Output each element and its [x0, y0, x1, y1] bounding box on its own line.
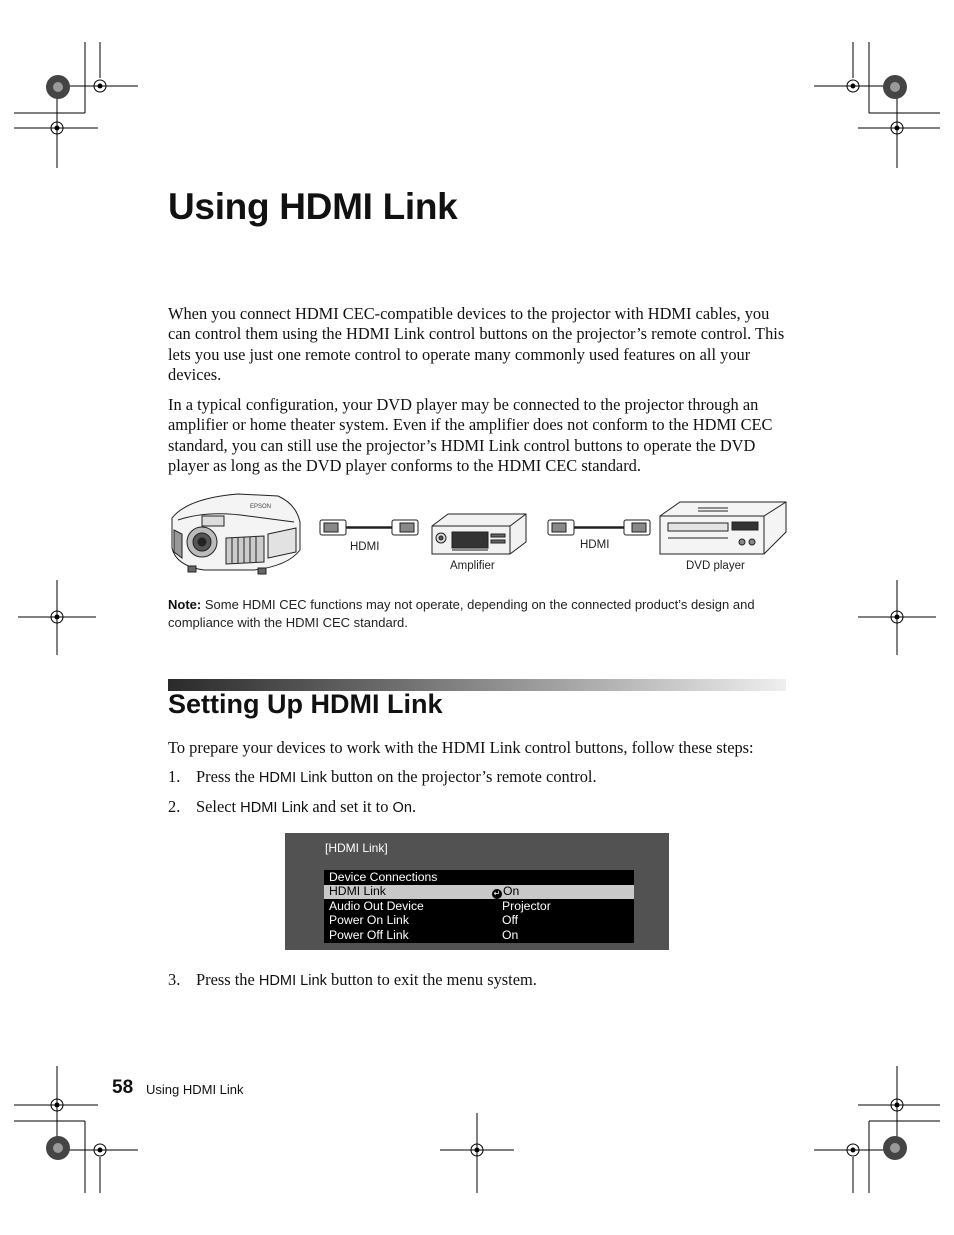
hdmi-cable-2-label: HDMI — [580, 539, 610, 551]
intro-paragraph-1: When you connect HDMI CEC-compatible devices to the projector with HDMI cables, you can control them using the HDMI Link control buttons on the projector’s remote control. This lets you use just one remote control to operate many commonly used features on all your devices. — [168, 304, 785, 384]
menu-row-value: ↵ On — [493, 884, 520, 899]
step-1-text-pre: Press the — [196, 767, 259, 786]
running-footer-title: Using HDMI Link — [146, 1082, 244, 1097]
step-2-key: HDMI Link — [240, 800, 309, 816]
hdmi-cable-2 — [548, 520, 650, 535]
step-2-text-mid: and set it to — [308, 797, 393, 816]
note-text: Some HDMI CEC functions may not operate, depending on the connected product’s design and compliance with the HDMI CEC standard. — [168, 597, 755, 630]
svg-text:EPSON: EPSON — [250, 504, 272, 510]
menu-row-power-on-link[interactable] — [324, 914, 634, 928]
step-2-number: 2. — [168, 797, 181, 816]
note-label: Note: — [168, 597, 202, 612]
intro-paragraph-2: In a typical configuration, your DVD player may be connected to the projector through an amplifier or home theater system. Even if the amplifier does not conform to the HDMI CEC standard, you can still use the projector’s HDMI Link control buttons to operate the DVD player as long as the DVD player conforms to the HDMI CEC standard. — [168, 395, 773, 475]
page-number: 58 — [112, 1077, 134, 1098]
section-title: Setting Up HDMI Link — [168, 689, 443, 719]
menu-row-label: Power Off Link — [329, 927, 409, 942]
amplifier-illustration — [432, 514, 526, 554]
step-2-value: On — [392, 800, 412, 816]
step-3-text-pre: Press the — [196, 970, 259, 989]
step-3-text-post: button to exit the menu system. — [326, 970, 537, 989]
step-1-key: HDMI Link — [258, 770, 327, 786]
menu-row-value: Off — [502, 913, 519, 928]
menu-title: [HDMI Link] — [325, 841, 388, 855]
step-2 — [168, 797, 416, 817]
step-2-text-pre: Select — [196, 797, 241, 816]
menu-row-label: Device Connections — [329, 870, 438, 884]
menu-row-value: Projector — [502, 898, 551, 913]
section-intro: To prepare your devices to work with the HDMI Link control buttons, follow these steps: — [168, 738, 754, 757]
connection-diagram — [168, 490, 788, 582]
step-1-number: 1. — [168, 767, 181, 786]
hdmi-cable-1-label: HDMI — [350, 541, 380, 553]
step-3-key: HDMI Link — [258, 973, 327, 989]
menu-row-audio-out-device[interactable] — [324, 900, 634, 914]
menu-row-device-connections[interactable] — [324, 871, 634, 885]
hdmi-cable-1 — [320, 520, 418, 535]
dvd-player-illustration — [660, 502, 786, 554]
menu-row-power-off-link[interactable] — [324, 929, 634, 943]
menu-row-value: On — [502, 927, 519, 942]
step-3-number: 3. — [168, 970, 181, 989]
menu-row-label: HDMI Link — [329, 884, 386, 899]
hdmi-link-menu — [285, 833, 669, 950]
enter-icon: ↵ — [493, 889, 501, 899]
dvd-player-label: DVD player — [686, 560, 745, 572]
note — [168, 596, 786, 632]
menu-row-label: Audio Out Device — [329, 898, 424, 913]
menu-row-label: Power On Link — [329, 913, 409, 928]
menu-row-hdmi-link[interactable] — [324, 885, 634, 899]
step-1 — [168, 767, 597, 787]
step-1-text-post: button on the projector’s remote control. — [326, 767, 597, 786]
projector-illustration — [172, 494, 300, 574]
menu-table — [324, 870, 634, 943]
step-2-text-post: . — [411, 797, 417, 816]
step-3 — [168, 970, 537, 990]
page-title: Using HDMI Link — [168, 186, 458, 227]
amplifier-label: Amplifier — [450, 560, 495, 572]
